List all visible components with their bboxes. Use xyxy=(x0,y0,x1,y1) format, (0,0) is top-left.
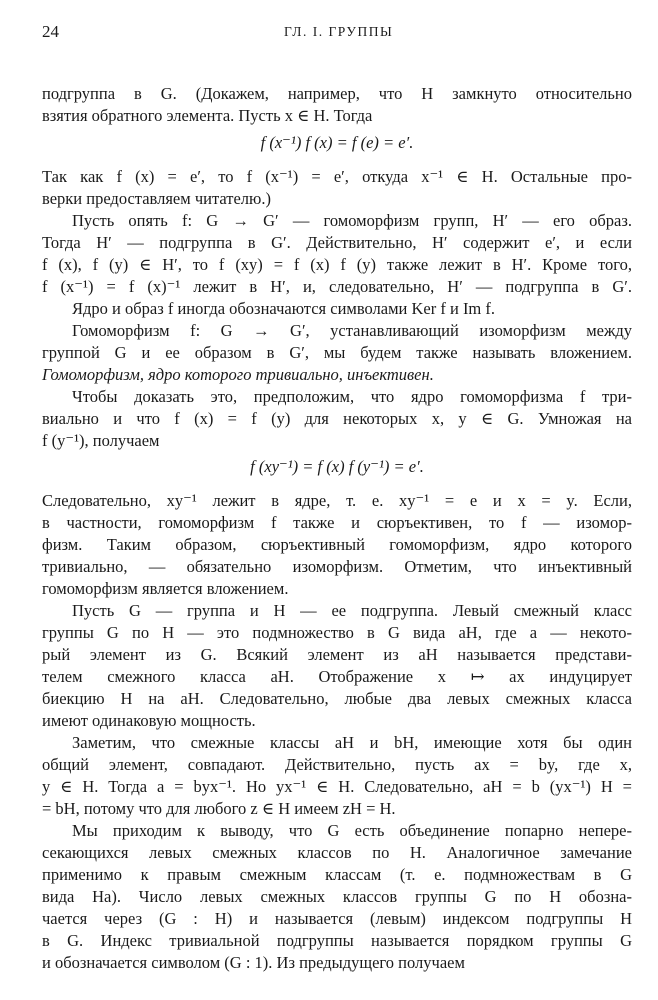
text-line: гомоморфизм является вложением. xyxy=(42,579,289,598)
text-line: Так как f (x) = e′, то f (x⁻¹) = e′, откуда x⁻¹ ∈ H. Остальные про- xyxy=(42,167,632,186)
text-line: в G. Индекс тривиальной подгруппы называется порядком группы G xyxy=(42,931,632,950)
text-line: физм. Таким образом, сюръективный гомоморфизм, ядро которого xyxy=(42,535,632,554)
text-line: f (x⁻¹) = f (x)⁻¹ лежит в H′, и, следовательно, H′ — подгруппа в G′. xyxy=(42,277,632,296)
text-line: общий элемент, совпадают. Действительно, пусть ax = by, где x, xyxy=(42,755,632,774)
text-line: биекцию H на aH. Следовательно, любые два левых смежных класса xyxy=(42,689,632,708)
text-line: Чтобы доказать это, предположим, что ядро гомоморфизма f три- xyxy=(72,387,632,406)
text-line: y ∈ H. Тогда a = byx⁻¹. Но yx⁻¹ ∈ H. Следовательно, aH = b (yx⁻¹) H = xyxy=(42,777,632,796)
text-line: f (y⁻¹), получаем xyxy=(42,431,160,450)
text-line: Следовательно, xy⁻¹ лежит в ядре, т. е. xy⁻¹ = e и x = y. Если, xyxy=(42,491,632,510)
text-line: применимо к правым смежным классам (т. е. подмножествам в G xyxy=(42,865,632,884)
text-line: Заметим, что смежные классы aH и bH, имеющие хотя бы один xyxy=(72,733,632,752)
text-line: Пусть G — группа и H — ее подгруппа. Левый смежный класс xyxy=(72,601,632,620)
text-line: верки предоставляем читателю.) xyxy=(42,189,271,208)
formula: f (xy⁻¹) = f (x) f (y⁻¹) = e′. xyxy=(250,457,424,476)
text-line: Тогда H′ — подгруппа в G′. Действительно, H′ содержит e′, и если xyxy=(42,233,632,252)
text-line: Гомоморфизм f: G → G′, устанавливающий изоморфизм между xyxy=(72,321,632,340)
text-line: Ядро и образ f иногда обозначаются символами Ker f и Im f. xyxy=(72,299,496,318)
text-line: вида Ha). Число левых смежных классов группы G по H обозна- xyxy=(42,887,632,906)
text-line: и обозначается символом (G : 1). Из предыдущего получаем xyxy=(42,953,465,972)
text-line: Пусть опять f: G → G′ — гомоморфизм групп, H′ — его образ. xyxy=(72,211,632,230)
text-line: Мы приходим к выводу, что G есть объединение попарно непере- xyxy=(72,821,632,840)
running-head: ГЛ. I. ГРУППЫ xyxy=(284,24,394,39)
formula: f (x⁻¹) f (x) = f (e) = e′. xyxy=(260,133,414,152)
text-line: в частности, гомоморфизм f также и сюръективен, то f — изомор- xyxy=(42,513,632,532)
page-number: 24 xyxy=(42,22,59,41)
text-line: тривиально, — обязательно изоморфизм. Отметим, что инъективный xyxy=(42,557,632,576)
text-line: секающихся левых смежных классов по H. Аналогичное замечание xyxy=(42,843,632,862)
text-line: рый элемент из G. Всякий элемент из aH называется представи- xyxy=(42,645,632,664)
theorem-line: Гомоморфизм, ядро которого тривиально, инъективен. xyxy=(42,365,434,384)
text-line: чается через (G : H) и называется (левым) индексом подгруппы H xyxy=(42,909,632,928)
text-line: взятия обратного элемента. Пусть x ∈ H. Тогда xyxy=(42,106,373,125)
text-line: = bH, потому что для любого z ∈ H имеем zH = H. xyxy=(42,799,396,818)
text-line: f (x), f (y) ∈ H′, то f (xy) = f (x) f (y) также лежит в H′. Кроме того, xyxy=(42,255,632,274)
text-line: виально и что f (x) = f (y) для некоторых x, y ∈ G. Умножая на xyxy=(42,409,632,428)
text-line: телем смежного класса aH. Отображение x ↦ ax индуцирует xyxy=(42,667,632,686)
text-line: имеют одинаковую мощность. xyxy=(42,711,256,730)
text-line: группы G по H — это подмножество в G вида aH, где a — некото- xyxy=(42,623,632,642)
text-line: группой G и ее образом в G′, мы будем также называть вложением. xyxy=(42,343,632,362)
text-line: подгруппа в G. (Докажем, например, что H замкнуто относительно xyxy=(42,84,632,103)
